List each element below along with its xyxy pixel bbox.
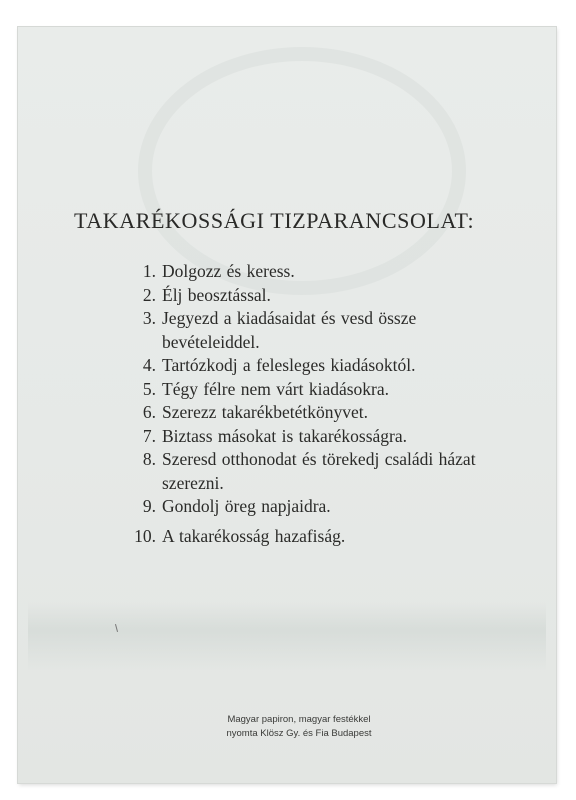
item-text: Szeresd otthonodat és törekedj családi házat szerezni. <box>162 449 476 493</box>
item-text: Jegyezd a kiadásaidat és vesd össze bevételeiddel. <box>162 308 417 352</box>
list-item <box>128 495 542 519</box>
imprint-line: Magyar papiron, magyar festékkel <box>227 714 371 725</box>
printer-imprint <box>18 713 556 741</box>
item-text: Tartózkodj a felesleges kiadásoktól. <box>162 355 416 375</box>
reverse-show-through-arc <box>138 47 466 295</box>
reverse-show-through-band <box>28 602 546 672</box>
document-title: TAKARÉKOSSÁGI TIZPARANCSOLAT: <box>74 208 475 233</box>
item-number: 9. <box>142 496 156 516</box>
list-item <box>128 425 542 449</box>
item-number: 5. <box>142 378 156 399</box>
item-text: Dolgozz és keress. <box>162 261 295 281</box>
list-item <box>128 448 542 495</box>
item-text: A takarékosság hazafiság. <box>162 525 346 546</box>
item-text: Tégy félre nem várt kiadásokra. <box>162 378 390 399</box>
list-item <box>128 378 542 402</box>
list-item <box>128 401 542 425</box>
item-number: 2. <box>142 284 156 305</box>
item-number: 8. <box>142 449 156 469</box>
item-number: 1. <box>142 261 156 281</box>
list-item <box>128 284 542 308</box>
list-item <box>128 260 542 284</box>
item-number: 4. <box>142 355 156 375</box>
item-text: Biztass másokat is takarékosságra. <box>162 425 408 446</box>
item-text: Szerezz takarékbetétkönyvet. <box>162 402 369 422</box>
commandment-list <box>128 260 542 548</box>
item-text: Gondolj öreg napjaidra. <box>162 496 331 516</box>
list-item <box>128 307 542 354</box>
printed-card <box>18 27 556 783</box>
item-number: 10. <box>134 525 156 546</box>
list-item <box>128 525 542 549</box>
item-number: 3. <box>142 308 156 328</box>
list-item <box>128 354 542 378</box>
item-text: Élj beosztással. <box>162 284 271 305</box>
imprint-line: nyomta Klösz Gy. és Fia Budapest <box>226 728 372 739</box>
item-number: 6. <box>142 402 156 422</box>
item-number: 7. <box>142 425 156 446</box>
